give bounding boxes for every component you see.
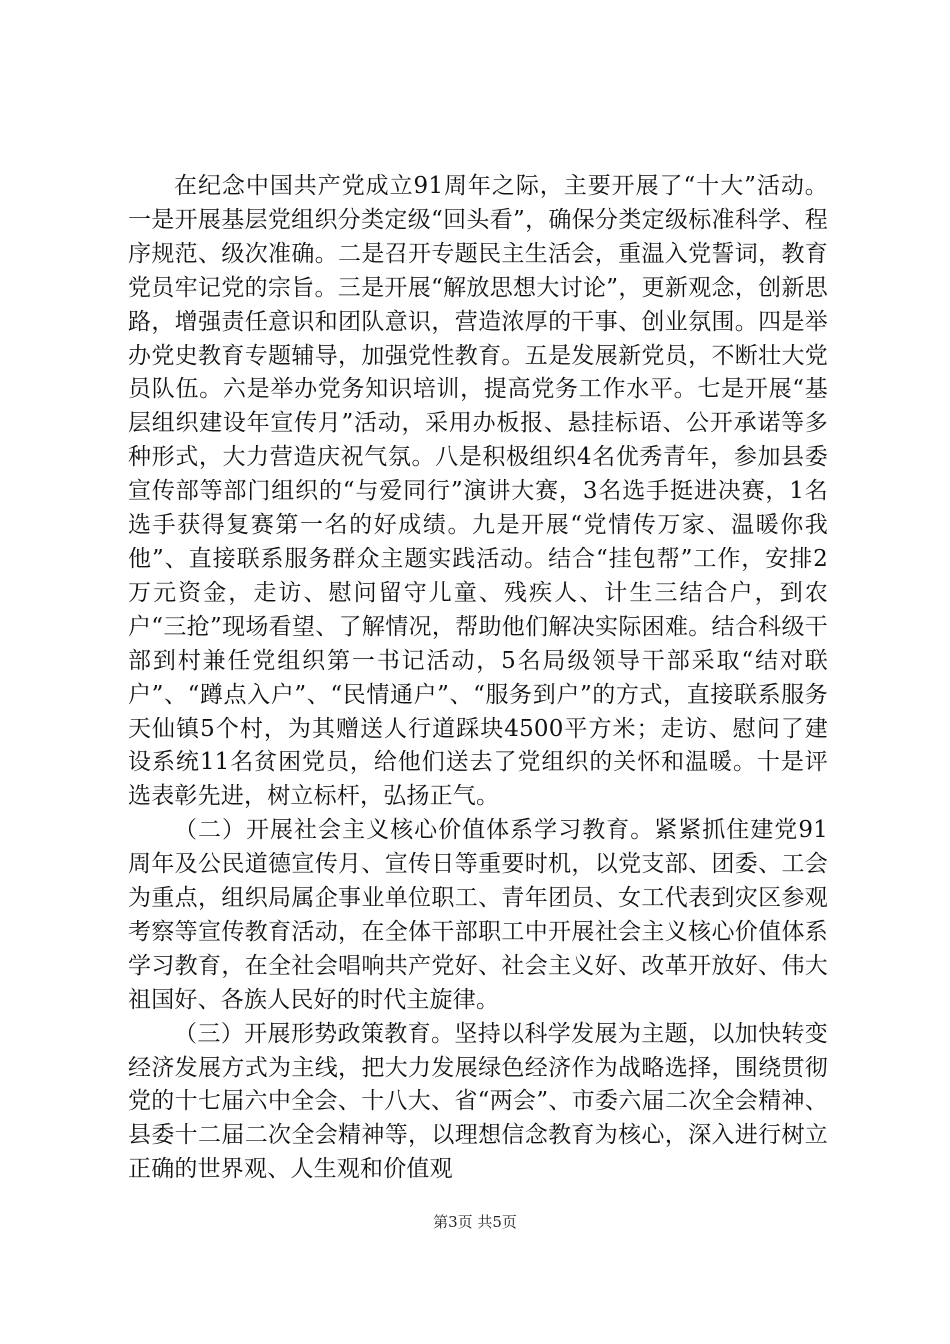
paragraph-policy-education: （三）开展形势政策教育。坚持以科学发展为主题，以加快转变经济发展方式为主线，把大力发展绿色经济作为战略选择，围绕贯彻党的十七届六中全会、十八大、省“两会”、市委六届二次全会精神、县委十二届二次全会精神等，以理想信念教育为核心，深入进行树立正确的世界观、人生观和价值观 [128, 1020, 828, 1183]
document-body [128, 170, 828, 1187]
page-number-footer: 第3页 共5页 [433, 1213, 517, 1231]
paragraph-core-values-education: （二）开展社会主义核心价值体系学习教育。紧紧抓住建党91周年及公民道德宣传月、宣传日等重要时机，以党支部、团委、工会为重点，组织局属企事业单位职工、青年团员、女工代表到灾区参观考察等宣传教育活动，在全体干部职工中开展社会主义核心价值体系学习教育，在全社会唱响共产党好、社会主义好、改革开放好、伟大祖国好、各族人民好的时代主旋律。 [128, 817, 828, 1013]
paragraph-anniversary-activities: 在纪念中国共产党成立91周年之际，主要开展了“十大”活动。一是开展基层党组织分类定级“回头看”，确保分类定级标准科学、程序规范、级次准确。二是召开专题民主生活会，重温入党誓词，教育党员牢记党的宗旨。三是开展“解放思想大讨论”，更新观念，创新思路，增强责任意识和团队意识，营造浓厚的干事、创业氛围。四是举办党史教育专题辅导，加强党性教育。五是发展新党员，不断壮大党员队伍。六是举办党务知识培训，提高党务工作水平。七是开展“基层组织建设年宣传月”活动，采用办板报、悬挂标语、公开承诺等多种形式，大力营造庆祝气氛。八是积极组织4名优秀青年，参加县委宣传部等部门组织的“与爱同行”演讲大赛，3名选手挺进决赛，1名选手获得复赛第一名的好成绩。九是开展“党情传万家、温暖你我他”、直接联系服务群众主题实践活动。结合“挂包帮”工作，安排2万元资金，走访、慰问留守儿童、残疾人、计生三结合户，到农户“三抢”现场看望、了解情况，帮助他们解决实际困难。结合科级干部到村兼任党组织第一书记活动，5名局级领导干部采取“结对联户”、“蹲点入户”、“民情通户”、“服务到户”的方式，直接联系服务天仙镇5个村，为其赠送人行道踩块4500平方米；走访、慰问了建设系统11名贫困党员，给他们送去了党组织的关怀和温暖。十是评选表彰先进，树立标杆，弘扬正气。 [128, 173, 828, 810]
